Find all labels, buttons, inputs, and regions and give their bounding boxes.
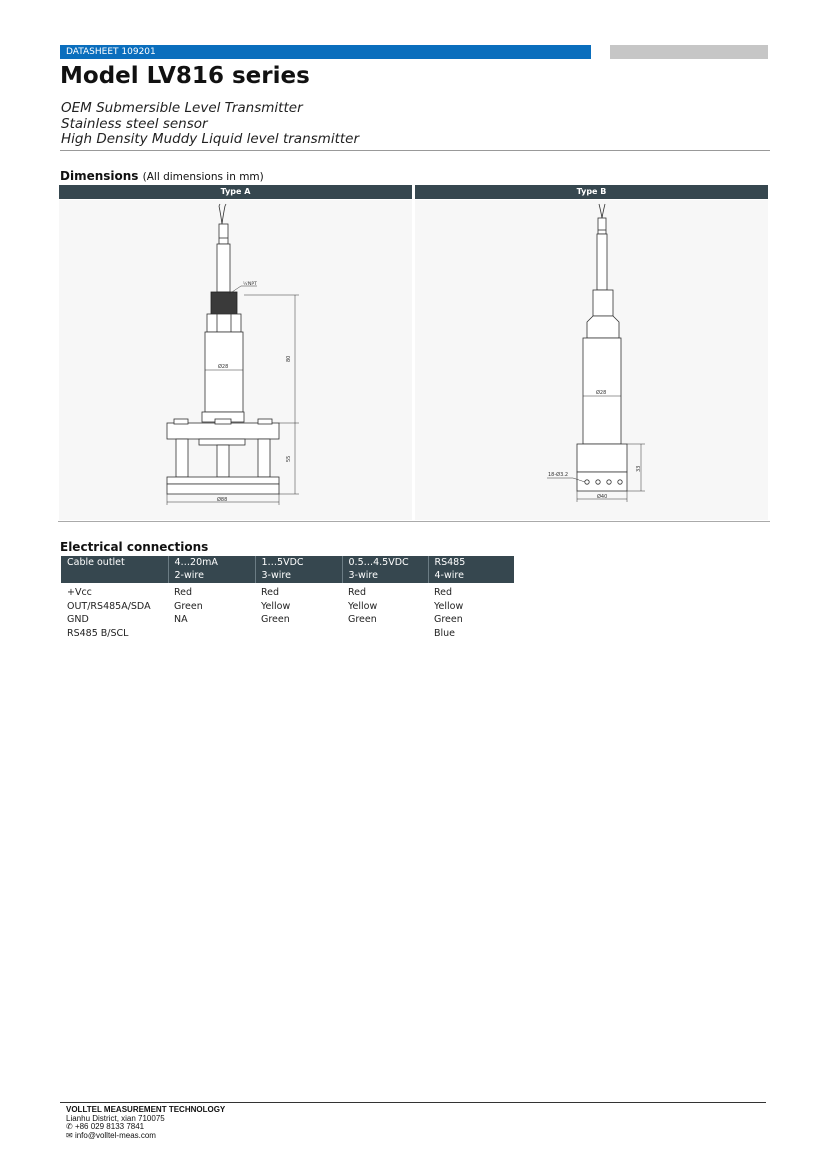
footer-divider: [60, 1102, 766, 1103]
column-header: [168, 556, 255, 583]
thread-spec: NPT: [248, 282, 257, 287]
table-cell: Red: [174, 587, 193, 598]
column-header-line: RS485: [434, 557, 466, 568]
type-b-body-diameter: Ø28: [596, 390, 607, 396]
table-cell: Green: [261, 614, 290, 625]
column-header-line: 2-wire: [174, 569, 204, 581]
table-header-row: [61, 556, 514, 583]
type-b-drawing-panel: [415, 200, 768, 520]
table-cell: [255, 627, 342, 641]
header-grey-bar: [610, 45, 768, 59]
type-a-drawing: [59, 200, 412, 520]
type-b-drawing: [415, 200, 768, 520]
type-a-upper-length: 80: [286, 355, 292, 362]
column-header-line: 3-wire: [261, 569, 291, 581]
table-row: [61, 613, 514, 627]
table-cell: [168, 627, 255, 641]
column-header-line: 4-wire: [434, 569, 464, 581]
table-cell: GND: [67, 614, 89, 625]
column-header: [255, 556, 342, 583]
column-header-line: 1…5VDC: [261, 557, 304, 568]
thread-label: ½": [243, 282, 250, 287]
table-cell: Red: [348, 587, 367, 598]
table-cell: [342, 627, 428, 641]
dimensions-heading: [60, 169, 264, 183]
table-cell: Yellow: [261, 600, 291, 612]
subtitle-block: [61, 101, 359, 148]
table-cell: Green: [348, 614, 377, 625]
page-title: Model LV816 series: [60, 63, 310, 89]
table-cell: Blue: [434, 627, 456, 639]
table-cell: Green: [434, 614, 463, 625]
datasheet-number: DATASHEET 109201: [66, 47, 156, 57]
footer-email[interactable]: info@volltel-meas.com: [74, 1130, 156, 1140]
table-row: [61, 583, 514, 600]
column-header-line: 3-wire: [348, 569, 378, 581]
table-cell: Red: [261, 587, 280, 598]
subtitle-line: High Density Muddy Liquid level transmitter: [61, 131, 360, 147]
footer-address: Lianhu District, xian 710075: [66, 1113, 165, 1123]
datasheet-banner: [60, 45, 591, 59]
phone-icon: ✆: [66, 1122, 73, 1131]
table-cell: Green: [174, 600, 203, 612]
table-row: [61, 627, 514, 641]
table-cell: NA: [174, 614, 188, 625]
column-header-line: 0.5…4.5VDC: [348, 557, 409, 568]
table-cell: Yellow: [434, 600, 464, 612]
footer-phone: +86 029 8133 7841: [74, 1122, 145, 1131]
type-b-height: 33: [636, 465, 642, 472]
subtitle-line: Stainless steel sensor: [61, 115, 208, 132]
footer-company: VOLLTEL MEASUREMENT TECHNOLOGY: [66, 1105, 226, 1114]
type-a-drawing-panel: [59, 200, 412, 520]
dimensions-heading-text: Dimensions: [60, 169, 139, 183]
dimensions-divider: [58, 521, 770, 522]
table-row: [61, 600, 514, 614]
electrical-heading: Electrical connections: [60, 540, 209, 554]
table-cell: Red: [434, 587, 453, 598]
table-cell: OUT/RS485A/SDA: [67, 600, 151, 612]
column-header-line: Cable outlet: [67, 557, 125, 568]
footer-email-line: [66, 1132, 225, 1141]
column-header: [61, 556, 168, 583]
subtitle-line: OEM Submersible Level Transmitter: [61, 100, 303, 116]
type-a-base-diameter: Ø88: [217, 497, 228, 503]
type-b-holes-label: 18-Ø3.2: [548, 472, 569, 478]
title-divider: [60, 150, 770, 151]
type-a-body-diameter: Ø28: [218, 364, 229, 370]
column-header: [428, 556, 514, 583]
table-cell: Yellow: [348, 600, 378, 612]
column-header: [342, 556, 428, 583]
table-cell: +Vcc: [67, 587, 92, 598]
dimensions-note: (All dimensions in mm): [142, 171, 264, 183]
electrical-connections-table: [61, 556, 514, 640]
footer: [66, 1106, 225, 1140]
type-a-header: Type A: [59, 185, 412, 199]
type-a-lower-length: 55: [286, 455, 292, 462]
table-cell: RS485 B/SCL: [67, 627, 129, 639]
type-b-header: Type B: [415, 185, 768, 199]
column-header-line: 4…20mA: [174, 557, 218, 568]
envelope-icon: ✉: [66, 1130, 73, 1140]
type-b-base-diameter: Ø40: [597, 494, 608, 500]
